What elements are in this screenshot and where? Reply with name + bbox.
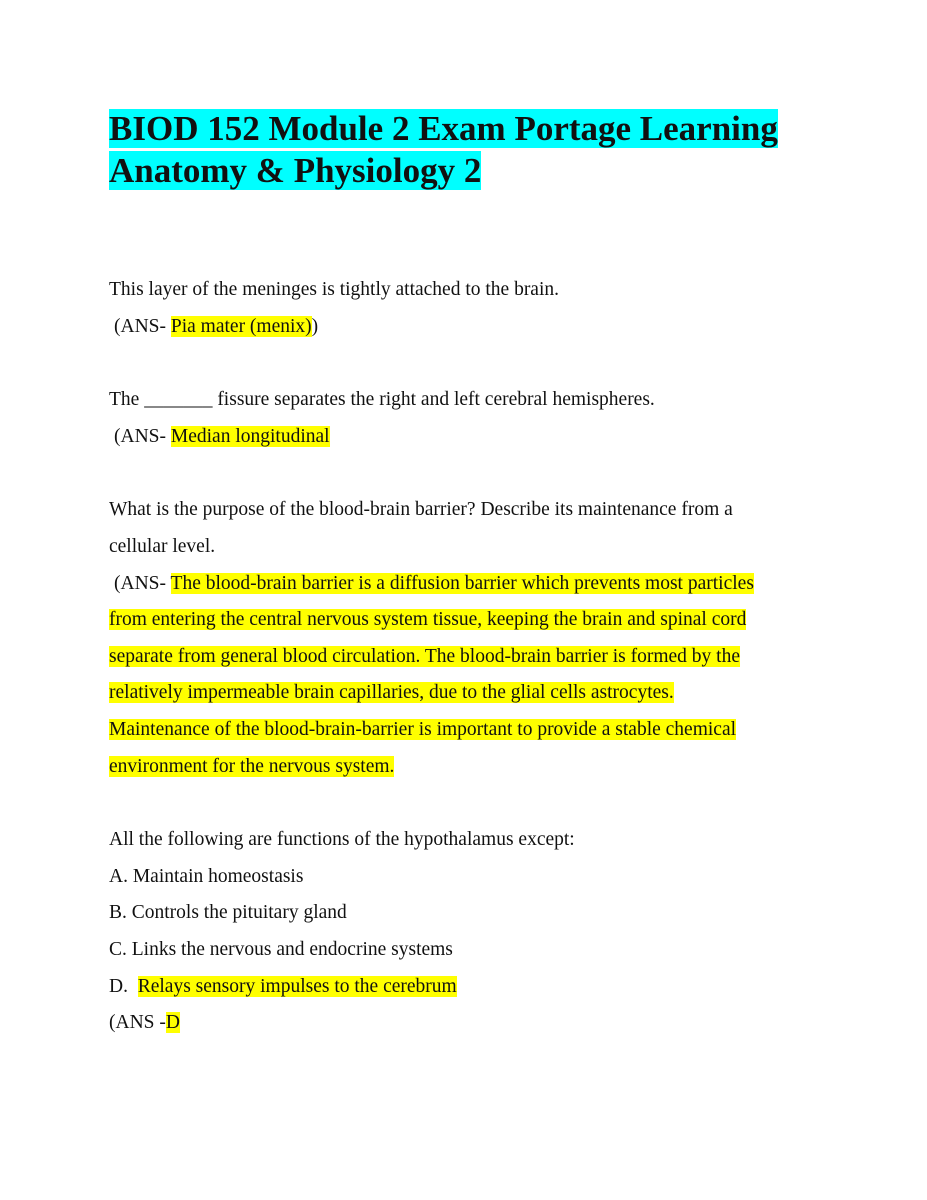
question-prompt: This layer of the meninges is tightly attached to the brain. (109, 279, 560, 300)
highlighted-answer-line: The blood-brain barrier is a diffusion barrier which prevents most particles (170, 572, 754, 594)
option-d-prefix: D. (109, 975, 138, 997)
option-a: A. Maintain homeostasis (109, 865, 304, 887)
answer-line (109, 675, 829, 712)
question-prompt: The _______ fissure separates the right and left cerebral hemispheres. (109, 389, 655, 411)
option-b: B. Controls the pituitary gland (109, 902, 347, 924)
option-c: C. Links the nervous and endocrine systems (109, 938, 453, 960)
title-line-2: Anatomy & Physiology 2 (109, 151, 482, 190)
question-3 (109, 492, 829, 785)
answer-prefix: (ANS - (109, 1012, 166, 1034)
answer-line (109, 419, 829, 456)
answer-line (109, 1005, 829, 1042)
option-d (109, 969, 829, 1006)
question-4 (109, 822, 829, 1042)
question-1 (109, 272, 829, 345)
answer-line (109, 749, 829, 786)
highlighted-answer: D (165, 1012, 180, 1034)
highlighted-answer-line: environment for the nervous system. (109, 755, 395, 777)
highlighted-answer-line: separate from general blood circulation. The blood-brain barrier is formed by the (109, 645, 740, 667)
option-d-text: Relays sensory impulses to the cerebrum (137, 975, 457, 997)
answer-line (109, 639, 829, 676)
answer-line (109, 602, 829, 639)
highlighted-answer: Pia mater (menix) (170, 315, 312, 337)
question-prompt-line-1: What is the purpose of the blood-brain barrier? Describe its maintenance from a (109, 499, 733, 521)
answer-line (109, 566, 829, 603)
question-prompt-line-2: cellular level. (109, 535, 216, 557)
highlighted-answer-line: Maintenance of the blood-brain-barrier is important to provide a stable chemical (109, 718, 737, 740)
answer-prefix: (ANS- (114, 315, 171, 337)
answer-line: (ANS- Pia mater (menix)) (109, 309, 829, 346)
answer-prefix: (ANS- (114, 425, 171, 447)
title-line-1: BIOD 152 Module 2 Exam Portage Learning (109, 109, 778, 148)
question-2 (109, 382, 829, 455)
question-prompt: All the following are functions of the hypothalamus except: (109, 829, 575, 851)
answer-prefix: (ANS- (114, 572, 171, 594)
highlighted-answer: Median longitudinal (170, 425, 330, 447)
answer-line (109, 712, 829, 749)
highlighted-answer-line: from entering the central nervous system tissue, keeping the brain and spinal cord (109, 609, 747, 631)
document-page (109, 108, 829, 1042)
document-title (109, 108, 829, 192)
highlighted-answer-line: relatively impermeable brain capillaries, due to the glial cells astrocytes. (109, 682, 674, 704)
